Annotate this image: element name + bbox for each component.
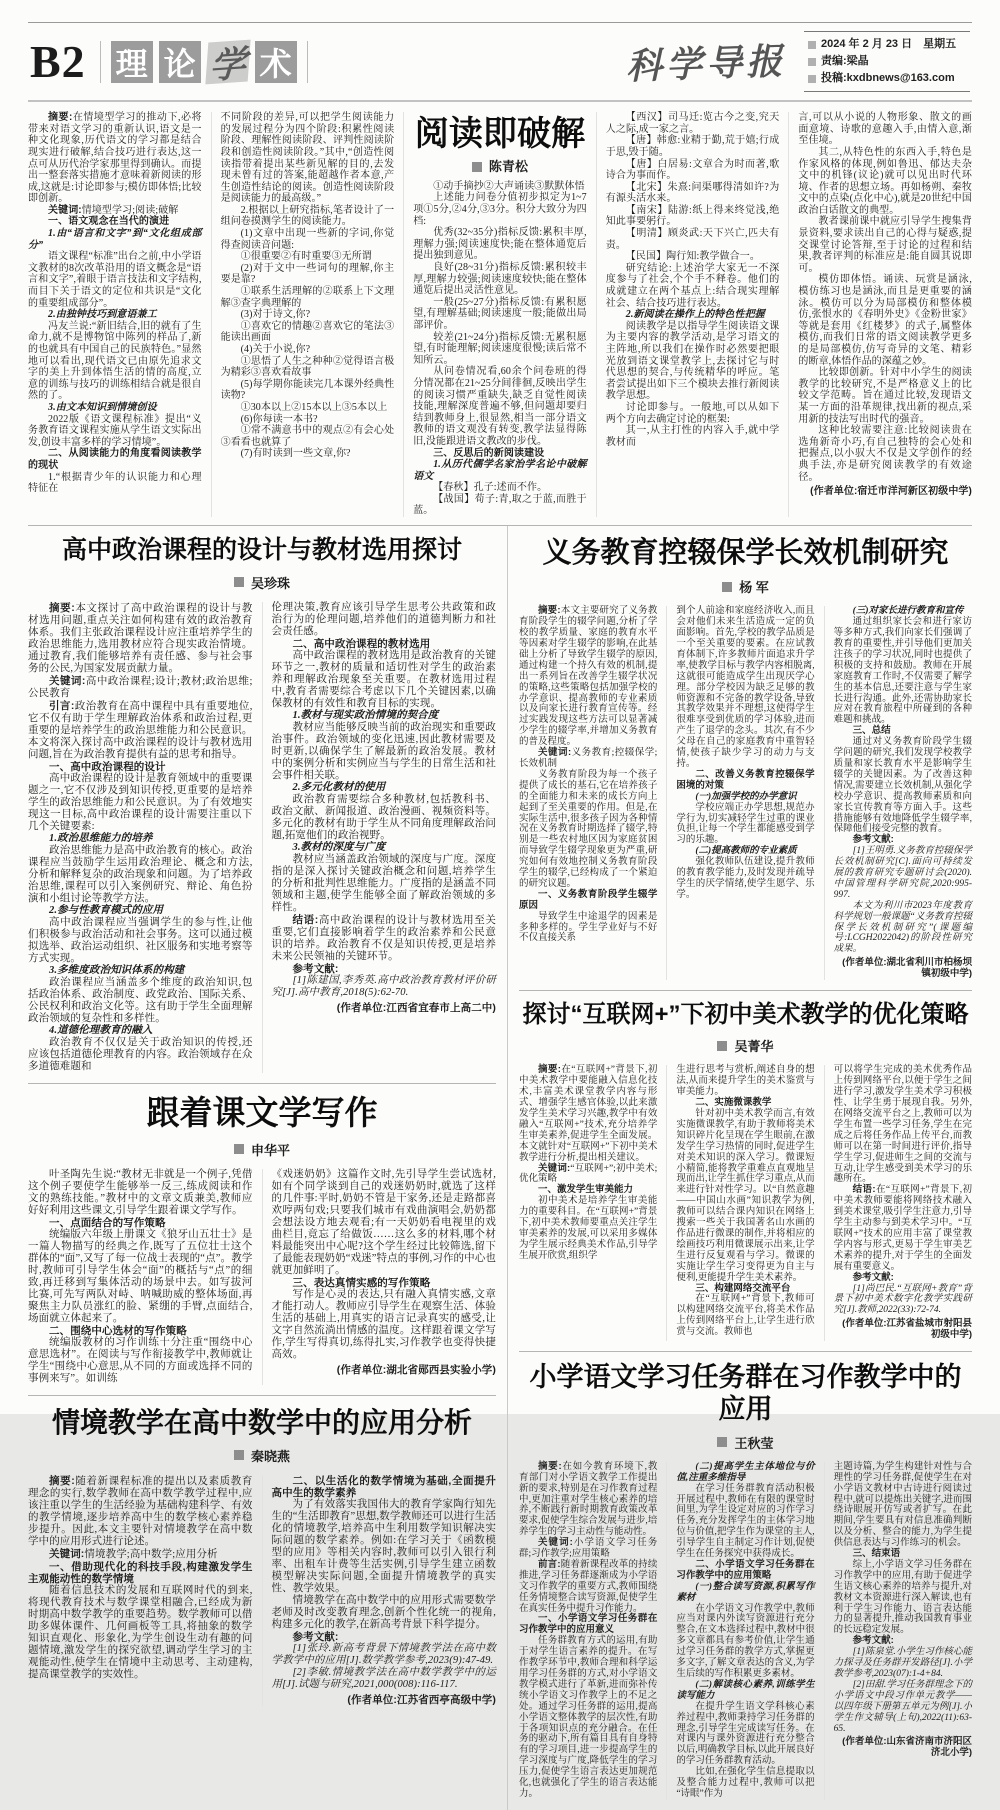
section-heading: 二、围绕中心选材的写作策略 [49,1324,187,1337]
section-heading: 三、构建网络交流平台 [695,1282,791,1294]
paragraph: 政治课程应当涵盖多个维度的政治知识,包括政治体系、政治制度、政党政治、国际关系、公民权利和政治文化等。这有助于学生全面理解政治领域的复杂性和多样性。 [28,976,253,1024]
paragraph: 不同阶段的差异,可以把学生阅读能力的发展过程分为四个阶段:积累性阅读阶段、理解性阅读阶段、评判性阅读阶段和创造性阅读阶段。”其中,“创造性阅读指带着提出某些新见解的目的,去发现未曾有过的答案,能超越作者本意,产生创造性结论的阅读。创造性阅读阶段是阅读能力的最高级。” [220,112,395,205]
paragraph: 比较即创新。针对中小学生的阅读教学的比较研究,不是严格意义上的比较文学范畴。旨在通过比较,发现语文某一方面的沿革规律,找出新的视点,采用新的技法写出时代的强音。 [798,367,972,425]
article-column [28,1475,262,1706]
paragraph: (1)文章中出现一些新的字词,你觉得查阅读音问题: [220,228,395,251]
paragraph-lead-label: 摘要: [538,605,561,617]
article-columns [519,1462,972,1800]
paragraph: 讨论即参与。一般地,可以从如下两个方向去确定讨论的框架: [605,401,780,425]
paragraph-lead-label: 摘要: [49,601,75,614]
paragraph: 【西汉】司马迁:览古今之变,究天人之际,成一家之言。 [605,112,780,135]
section-heading: 参考文献: [852,1271,894,1283]
reference: [1]张玲.新高考背景下情境教学法在高中数学教学中的应用[J].数学教学参考,2023(9):47-49. [271,1642,496,1666]
paragraph: 《戏迷奶奶》这篇作文时,先引导学生尝试选材,如有个同学谈到自己的戏迷奶奶时,就选了这样的几件事:平时,奶奶不管是干家务,还是走路都喜欢哼两句戏;只要我们城市有戏曲演唱会,奶奶都会想法设方地去观看;有一天奶奶看电视里的戏曲栏目,竟忘了给做饭……这么多的材料,哪个材料最能突出中心呢?这个学生经过比较筛选,留下了最能表现奶奶“戏迷”特点的事例,习作的中心也就更加鲜明了。 [271,1168,496,1276]
sub-heading: 1.由“语言和文字”到“文化组成部分” [28,228,202,251]
paragraph-lead-label: 引言: [49,699,75,712]
section-heading: 参考文献: [292,1630,339,1643]
article-columns [519,606,972,980]
sub-heading: 2.多元化教材的使用 [292,781,386,793]
paragraph: 关键词:小学语文学习任务群;习作教学;应用策略 [519,1537,658,1560]
paragraph-lead-label: 关键词: [538,1537,573,1549]
section-heading: 参考文献: [852,834,894,846]
author-name: 吴菁华 [734,1039,774,1055]
paragraph: ①动手摘抄②大声诵读③默默体悟 [433,180,585,192]
paragraph: 摘要:在“互联网+”背景下,初中美术教学中要能融入信息化技术,丰富美术课堂教学内容与形式、增强学生感官体验,以此来激发学生美术学习兴趣,教学中有效融入“互联网+”技术,充分培养学生审美素养,促进学生全面发展。本文就针对“互联网+”下初中美术教学进行分析,提出相关建议。 [519,1064,658,1163]
paragraph: 在小学语文习作教学中,教师应当对课内外读写资源进行充分整合,在文本选择过程中,教材中很多文章都具有参考价值,让学生通过学习任务群的教学方式,掌握更多文字,了解文章表达的含义,为学生后续的写作积累更多素材。 [676,1603,815,1679]
paragraph: 高中政治课程的教材选用是政治教育的关键环节之一,教材的质量和适切性对学生的政治素养和理解政治现象至关重要。在教材选用过程中,教育者需要综合考虑以下几个关键因素,以确保教材的有效性和教育目标的实现。 [271,649,496,709]
paragraph: 关键词:“互联网+”;初中美术;优化策略 [519,1162,658,1185]
paragraph: 到个人前途和家庭经济收入,而且会对他们未来生活造成一定的负面影响。首先,学校的教学品质是一个至关重要的要素。在应试教育体制下,许多教师片面追求升学率,使教学目标与教学内容相脱离,这就很可能造成学生出现厌学心理。部分学校因为缺乏足够的教师资源和不完备的教学设备,导致其教学效果并不理想,这使得学生很难享受到优质的学习体验,进而产生了退学的念头。其次,有不少父母在自己的家庭教育中重智轻情,使孩子缺少学习的动力与支持。 [676,606,815,769]
sub-heading: 3.由文本知识到情境创设 [48,401,157,413]
author-name: 秦晓燕 [250,1448,290,1464]
reference: [2]李敏.情境教学法在高中数学教学中的运用[J].试题与研究,2021,000(008):116-117. [271,1666,496,1690]
paragraph: 言,可以从小说的人物形象、散文的画面意境、诗歌的意趣入手,由情入意,渐至佳境。 [798,112,972,147]
article-column [519,1065,666,1341]
article-title: 阅读即破解 [414,115,586,154]
paragraph-lead-label: 结语: [292,913,319,926]
paragraph: 上述能力问卷分值初步拟定为1~7项①5分,②4分,③3分。积分大致分为四档: [413,192,587,227]
publication-info [804,31,970,92]
paragraph: 【北宋】朱熹:问渠哪得清如许?为有源头活水来。 [605,181,780,205]
masthead-right [626,31,970,92]
author-marker-icon [472,162,482,172]
paragraph: 2022版《语文课程标准》提出“义务教育语文课程实施从学生语文实际出发,创设丰富多样的学习情境”。 [28,413,202,448]
paragraph: 统编版六年级上册课文《狼牙山五壮士》是一篇人物描写的经典之作,既写了五位壮士这个群体的“面”,又写了每一位战士表现的“点”。教学时,教师可引导学生体会“面”的概括与“点”的细致,再迁移到写集体活动的场景中去。如写拔河比赛,可先写两队对峙、呐喊助威的整体场面,再聚焦主力队员涨红的脸、紧绷的手臂,点面结合,场面就立体起来了。 [28,1228,253,1324]
sub-heading: (三)对家长进行教育和宣传 [852,606,964,617]
section-heading: 三、总结 [852,725,891,737]
section-banner [30,35,308,87]
paragraph: 结语:高中政治课程的设计与教材选用至关重要,它们直接影响着学生的政治素养和公民意识的培养。政治教育不仅是知识传授,更是培养未来公民领袖的关键环节。 [271,913,496,962]
article-header [519,1001,972,1055]
article-column [666,1065,823,1341]
paragraph: 关键词:义务教育;控辍保学;长效机制 [519,747,658,769]
masthead-title: 科学导报 [625,40,787,88]
section-heading: 二、从阅读能力的角度看阅读教学的现状 [28,448,202,471]
sub-heading: (二)提高学生主体地位与价值,注重多维指导 [676,1461,815,1483]
byline [519,1433,972,1452]
logo-char-li: 理 [111,41,153,83]
byline [413,161,587,173]
paragraph: 随着信息技术的发展和互联网时代的到来,将现代教育技术与数学课堂相融合,已经成为新时期高中数学教学的重要趋势。数学教师可以借助多媒体课件、几何画板等工具,将抽象的数学知识直观化、形象化,为学生创设生动有趣的问题情境,激发学生的探究欲望,调动学生学习的主观能动性,使学生在情境中主动思考、主动建构,提高课堂教学的实效性。 [28,1584,253,1680]
paragraph: ①很重要②有时重要③无所谓 [240,251,372,263]
paragraph: (5)每学期你能读完几本课外经典性读物? [220,378,395,402]
article-header [519,1362,972,1452]
article-math [28,1395,496,1716]
paragraph: 模仿即体悟。诵读、玩赏是涵泳,模仿练习也是涵泳,而且是更重要的涵泳。模仿可以分为局部模仿和整体模仿,张恨水的《春明外史》《金粉世家》等就是套用《红楼梦》的式子,属整体模仿,而我们日常的语文阅读教学更多的是局部模仿,仿写奇异的文笔、精彩的断章,体悟作品的深蕴之妙。 [798,274,972,367]
article-column [28,602,262,1073]
paragraph: 【南宋】陆游:纸上得来终觉浅,绝知此事要躬行。 [605,204,780,228]
section-heading: 二、高中政治课程的教材选用 [292,637,431,650]
paragraph: 摘要:在如今教育环境下,教育部门对小学语文教学工作提出新的要求,特别是在习作教育过程中,更加注重对学生核心素养的培养,不断践行新时期教育政策改革要求,促使学生综合发展与进步,培养学生的学习主动性与能动性。 [519,1460,658,1538]
author-unit: (作者单位:江苏省盐城市射阳县初级中学) [842,1318,972,1341]
paragraph: 高中政治课程的设计是教育领域中的重要课题之一,它不仅涉及到知识传授,更重要的是培养学生的政治思维能力和公民意识。为了有效地实现这一目标,高中政治课程的设计需要注重以下几个关键要素: [28,772,253,832]
paragraph: 其一,从主打性的内容入手,就中学教材而 [605,425,780,448]
paragraph: ①思悟了人生之种种②觉得语言极为精彩③喜欢看故事 [220,355,395,379]
paragraph: ①常不满意书中的观点②有会心处③看看也就算了 [220,425,395,448]
paragraph: 冯友兰说:“新旧结合,旧的就有了生命力,就不是博物馆中陈列的样品了,新的也就具有中国自己的民族特色。”显然地可以看出,现代语文已由原先追求文字的美上升到体悟生活的情的高度,立意的训练与技巧的训练相结合就是很自然的了。 [28,320,202,402]
sub-heading: 2.参与性教育模式的应用 [49,904,164,916]
paragraph: 高中政治课程应当强调学生的参与性,让他们积极参与政治活动和社会事务。这可以通过模拟选举、政治运动组织、社区服务和实地考察等方式实现。 [28,916,253,964]
sub-heading: (二)提高教师的专业素质 [695,846,797,857]
paragraph-lead-label: 摘要: [48,112,73,124]
sub-heading: 2.新阅读在操作上的特色性把握 [625,309,765,321]
paragraph: 2.根据以上研究指标,笔者设计了一组问卷摸测学生的阅读能力。 [220,204,395,228]
paragraph: 生进行思考与赏析,阐述自身的想法,从而来提升学生的美术鉴赏与审美能力。 [676,1065,815,1098]
article-column [28,1169,262,1385]
article-columns [28,1475,496,1706]
article-column [519,1462,666,1800]
paragraph: 前言:随着新课程改革的持续推进,学习任务群逐渐成为小学语文习作教学的重要方式,教师围绕任务情境整合读写资源,促使学生在真实任务中提升习作能力。 [519,1558,658,1614]
sub-heading: 3.多维度政治知识体系的构建 [49,964,185,976]
article-column [824,606,972,980]
paragraph-lead-label: 摘要: [538,1460,562,1472]
section-heading: 一、点面结合的写作策略 [49,1216,166,1229]
reference: [1]王明勇.义务教育控辍保学长效机制研究[C].面向可持续发展的教育研究专题研讨会(2020).中国管理科学研究院,2020:995-997. [833,846,972,900]
author-unit: (作者单位:湖北省郧西县实验小学) [336,1363,496,1376]
author-marker-icon [722,582,732,592]
article-column [788,112,972,517]
article-dropout [519,526,972,990]
paragraph: (7)有时读到一些文章,你? [240,448,351,460]
article-header [519,536,972,596]
sub-heading: 1.教材与现实政治情境的契合度 [292,709,439,721]
sub-heading: 1.政治思维能力的培养 [49,832,153,844]
article-column [596,112,789,517]
paragraph: 摘要:本文探讨了高中政治课程的设计与教材选用问题,重点关注如何构建有效的政治教育体系。我们主张政治课程设计应注重培养学生的政治思维能力,选用教材应符合现实政治情境。通过教育,我们能够培养有责任感、参与社会事务的公民,为国家发展贡献力量。 [28,601,253,674]
section-heading: 三、反思后的新阅读建设 [433,447,545,459]
article-title: 高中政治课程的设计与教材选用探讨 [61,536,462,565]
paragraph: 较差(21~24分)指标反馈:无累积愿望,有时能理解;阅读速度很慢;读后常不知所云。 [413,331,587,366]
publication-date-row [808,36,966,53]
author-unit: (作者单位:湖北省利川市柏杨坝镇初级中学) [842,957,972,980]
author-name: 申华平 [250,1142,290,1158]
byline [28,1140,496,1159]
article-header [413,114,587,173]
article-column [519,606,666,980]
paragraph: 比如,在强化学生信息提取以及整合能力过程中,教师可以把“诗眼”作为 [676,1767,815,1799]
article-header [28,1406,496,1465]
paragraph: 情境教学在高中数学中的应用形式需要数学老师及时改变教育理念,创新个性化统一的视角,构建多元化的教学,在新高考背景下科学提分。 [271,1594,496,1630]
author-marker-icon [717,1041,727,1051]
bullet-square-icon [808,58,816,66]
paragraph: ①30本以上②15本以上③5本以上 [240,401,388,413]
logo-char-xue: 学 [205,39,250,84]
paragraph: 主题诗篇,为学生构建针对性与合理性的学习任务群,促使学生在对小学语文教材中古诗进行阅读过程中,就可以提炼出关键字,进而围绕诗眼展开仿写或者扩写。在此期间,学生要具有对信息准确判断以及分析、整合的能力,为学生提供信息表达与习作练习的机会。 [833,1461,972,1549]
section-heading: 二、以生活化的数学情境为基础,全面提升高中生的数学素养 [271,1474,496,1499]
left-column-group [28,526,508,1810]
article-columns [28,112,972,517]
sub-heading: (二)解读核心素养,训练学生读写能力 [676,1679,815,1701]
paragraph: 初中美术是培养学生审美能力的重要科目。在“互联网+”背景下,初中美术教师要重点关注学生审美素养的发展,可以采用多媒体为学生展示经典美术作品,引导学生展开欣赏,组织学 [519,1196,658,1261]
page-header [28,22,972,98]
paragraph: 政治思维能力是高中政治教育的核心。政治课程应当鼓励学生运用政治理论、概念和方法,分析和解释复杂的政治现象和问题。为了培养政治思维,课程可以引入案例研究、辩论、角色扮演和小组讨论等教学方法。 [28,844,253,904]
paragraph-lead-label: 关键词: [538,747,572,759]
paragraph: 通过对义务教育阶段学生辍学问题的研究,我们发现学校教学质量和家长教育水平是影响学生辍学的关键因素。为了改善这种情况,需要建立长效机制,从强化学校办学意识、提高教师素质和向家长宣传教育等方面入手。这些措施能够有效地降低学生辍学率,保障他们接受完整的教育。 [833,737,972,835]
article-title: 探讨“互联网+”下初中美术教学的优化策略 [522,1001,969,1029]
paragraph: ①联系生活理解的②联系上下文理解③查字典理解的 [220,286,395,309]
article-column [666,1462,823,1800]
paragraph: (3)对于诗文,你? [240,309,311,321]
byline [519,577,972,596]
reference: 本文为利川市2023年度教育科学规划一般课题“义务教育控辍保学长效机制研究”(课题编号:LCGH2022042)的阶段性研究成果。 [833,900,972,955]
section-heading: 参考文献: [292,962,339,975]
paragraph: 这种比较需要注意:比较阅读贵在选角新奇小巧,有自己独特的会心处和把握点,以小驭大不仅是文学创作的经典手法,亦是研究阅读教学的有效途径。 [798,425,972,483]
paragraph: 关键词:情境型学习;阅读;破解 [48,204,179,216]
article-title: 情境教学在高中数学中的应用分析 [51,1406,472,1438]
article-column [824,1462,972,1800]
paragraph: 良好(28~31分)指标反馈:累积较丰厚,理解力较强;阅读速度较快;能在整体通览后提出灵活性意见。 [413,262,587,297]
article-column [28,112,211,517]
paragraph: 在学习任务群教育活动积极开展过程中,教师在有限的课堂时间里,为学生设定对应的习作学习任务,充分发挥学生的主体学习地位与价值,把学生作为课堂的主人,引导学生自主制定习作计划,促使学生在任务探究中获得成长。 [676,1483,815,1560]
author-marker-icon [234,1144,244,1154]
reference: [1]陈泉堂.小学生习作核心能力探寻及任务群开发路径[J].小学教学参考,2023(07):1-4+84. [833,1647,972,1679]
bullet-square-icon [808,75,816,83]
main-content [28,526,972,1810]
paragraph: 强化教师队伍建设,提升教师的教育教学能力,及时发现并疏导学生的厌学情绪,使学生愿学、乐学。 [676,857,815,900]
paragraph: 引言:政治教育在高中课程中具有重要地位,它不仅有助于学生理解政治体系和政治过程,更重要的是培养学生的政治思维能力和公民意识。本文将深入探讨高中政治课程的设计与教材选用问题,旨在为政治教育提供有益的思考和指导。 [28,699,253,760]
section-code: B2 [30,35,86,87]
author-unit: (作者单位:山东省济南市济阳区济北小学) [842,1736,972,1759]
paragraph: ①喜欢它的情趣②喜欢它的笔法③能读出画面 [220,320,395,344]
paragraph: 摘要:随着新课程标准的提出以及素质教育理念的实行,数学教师在高中数学教学过程中,应该注重以学生的生活经验为基础构建科学、有效的教学情境,逐步培养高中生的数学核心素养稳步提升。因此,本文主要针对情境教学在高中数学中的应用形式进行论述。 [28,1474,253,1547]
editor-name: 责编:梁晶 [821,55,869,68]
paragraph: 研究结论:上述治学大家无一不深度参与了社会,个个手不释卷。他们的成就建立在两个基点上:结合现实理解社会、结合技巧进行表达。 [605,262,780,309]
paragraph-lead-label: 结语: [852,1184,876,1196]
paragraph: 导致学生中途退学的因素是多种多样的。学生学业好与不好不仅直接关系 [519,911,658,944]
article-header [28,536,496,592]
section-heading: 一、高中政治课程的设计 [49,760,166,773]
paragraph: 关键词:高中政治课程;设计;教材;政治思维;公民教育 [28,674,253,699]
paragraph: 学校应端正办学思想,规范办学行为,切实减轻学生过重的课业负担,让每一个学生都能感受到学习的乐趣。 [676,802,815,846]
paragraph-lead-label: 前言: [538,1558,561,1570]
paragraph: 【唐】韩愈:业精于勤,荒于嬉;行成于思,毁于随。 [605,135,780,158]
sub-heading: 4.道德伦理教育的融入 [49,1024,153,1036]
sub-heading: (一)整合读写资源,积累写作素材 [676,1581,815,1603]
article-header [28,1094,496,1159]
paragraph: 通过组织家长会和进行家访等多种方式,我们向家长们强调了教育的重要性,并引导他们更加关注孩子的学习状况,同时也提供了积极的支持和鼓励。教师在开展家庭教育工作时,不仅需要了解学生的基本信息,还要注意与学生家长进行沟通。此外,还需协助家长应对在教育旅程中所碰到的各种难题和挑战。 [833,617,972,726]
bullet-square-icon [808,41,816,49]
paragraph: 【战国】荀子:青,取之于蓝,而胜于蓝。 [413,493,587,517]
paragraph: 叶圣陶先生说:“教材无非就是一个例子,凭借这个例子要使学生能够举一反三,练成阅读和作文的熟练技能。”教材中的文章文质兼美,教师应好好利用这些课文,引导学生跟着课文学写作。 [28,1168,253,1216]
author-marker-icon [717,1437,727,1447]
article-column [262,602,497,1073]
logo-char-lun: 论 [159,41,201,83]
section-heading: 一、义务教育阶段学生辍学原因 [519,888,658,911]
paragraph: 教材应当能够反映当前的政治现实和重要政治事件。政治领域的变化迅速,因此教材需要及时更新,以确保学生了解最新的政治发展。教材中的案例分析和实例应当与学生的日常生活和社会事件相关联。 [271,721,496,781]
paragraph: 在“互联网+”背景下,教师可以构建网络交流平台,将美术作品上传到网络平台上,让学生进行欣赏与交流。教师也 [676,1294,815,1338]
author-name: 吴珍珠 [250,575,290,591]
right-column-group [508,526,972,1810]
sub-heading: 1.从历代儒学名家治学名论中破解语文 [413,459,587,482]
paragraph: (4)关于小说,你? [240,344,311,356]
author-unit: (作者单位:江苏省西亭高级中学) [347,1693,496,1706]
paragraph: 为了有效落实我国伟大的教育学家陶行知先生的“生活即教育”思想,数学教师还可以进行生活化的情境教学,培养高中生利用数学知识解决实际问题的数学素养。例如:在学习关于《函数模型的应用》等相关内容时,教师可以引入银行利率、出租车计费等生活实例,引导学生建立函数模型解决实际问题,全面提升情境教学的真实性、教学效果。 [271,1498,496,1594]
byline [28,573,496,592]
byline [519,1036,972,1055]
section-logo [100,41,308,86]
section-heading: 一、语文观念在当代的演进 [48,216,170,228]
article-column [666,606,823,980]
sub-heading: (一)加强学校的办学意识 [695,791,797,802]
paragraph: 统编版教材的习作训练十分注重“围绕中心意思选材”。在阅读与写作衔接教学中,教师就让学生“围绕中心意思,从不同的方面或选择不同的事例来写”。如训练 [28,1336,253,1384]
article-column [824,1065,972,1341]
section-heading: 二、小学语文学习任务群在习作教学中的应用策略 [676,1558,815,1581]
article-column [262,1475,497,1706]
section-heading: 二、改善义务教育控辍保学困境的对策 [676,768,815,791]
author-marker-icon [234,577,244,587]
paragraph-lead-label: 关键词: [48,204,82,216]
section-heading: 一、小学语文学习任务群在习作教学中的应用意义 [519,1613,658,1636]
section-heading: 一、激发学生审美能力 [538,1184,634,1196]
paragraph: 写作是心灵的表达,只有融入真情实感,文章才能打动人。教师应引导学生在观察生活、体验生活的基础上,用真实的语言记录真实的感受,让文字自然流淌出情感的温度。这样跟着课文学写作,学生写得真切,练得扎实,习作教学也变得快捷高效。 [271,1288,496,1360]
submission-row [808,70,966,87]
author-unit: (作者单位:江西省宜春市上高二中) [336,1001,496,1014]
sub-heading: 2.由独钟技巧到意语兼工 [48,309,157,321]
article-writing [28,1083,496,1395]
paragraph: 政治教育需要综合多种教材,包括教科书、政治文献、新闻报道、政治漫画、视频资料等。多元化的教材有助于学生从不同角度理解政治问题,拓宽他们的政治视野。 [271,793,496,841]
article-column [211,112,404,517]
section-heading: 三、表达真情实感的写作策略 [292,1276,431,1289]
paragraph: 教材应当涵盖政治领域的深度与广度。深度指的是深入探讨关键政治概念和问题,培养学生的分析和批判性思维能力。广度指的是涵盖不同领域和主题,使学生能够全面了解政治领域的多样性。 [271,853,496,913]
paragraph: (6)你每读一本书? [240,413,318,425]
reference: [2]田甜.学习任务群理念下的小学语文中段习作单元教学——以四年级下册第五单元为例[J].小学生作文辅导(上旬),2022(11):63-65. [833,1679,972,1734]
paragraph: 【春秋】孔子:述而不作。 [433,482,548,494]
sub-heading: 3.教材的深度与广度 [292,841,386,853]
paragraph: 可以将学生完成的美术优秀作品上传到网络平台,以便于学生之间进行学习,激发学生美术学习积极性、让学生勇于展现自我。另外,在网络交流平台之上,教师可以为学生布置一些学习任务,学生在完成之后将任务作品上传平台,而教师可以在第一时间进行评价,指导学生学习,促进师生之间的交流与互动,让学生感受到美术学习的乐趣所在。 [833,1065,972,1185]
paragraph: 语文课程“标准”出台之前,中小学语文教材的8次改革沿用的语文概念是“语言和文字”,着眼于语言技法和文字结构,而目下关于语文的定位和共识是“文化的重要组成部分”。 [28,251,202,309]
section-heading: 一、借助现代化的科技手段,构建激发学生主观能动性的数学情境 [28,1560,253,1585]
paragraph: 优秀(32~35分)指标反馈:累积丰厚,理解力强;阅读速度快;能在整体通览后提出独到意见。 [413,227,587,262]
author-marker-icon [234,1450,244,1460]
article-column [262,1169,497,1385]
article-reading [28,102,972,526]
paragraph: 教者课前课中就应引导学生搜集背景资料,要求读出自己的心得与疑惑,提交课堂讨论答辩,至于讨论的过程和结果,教者评判的标准应是:能自圆其说即可。 [798,216,972,274]
logo-char-shu: 术 [255,41,297,83]
article-title: 跟着课文学写作 [146,1093,378,1131]
reference: [1]陈建国,李秀英.高中政治教育教材评价研究[J].高中教育,2018(5):62-70. [271,974,496,998]
paragraph: 一般(25~27分)指标反馈:有累积愿望,有理解基础;阅读速度一般;能做出局部评价。 [413,296,587,331]
paragraph-lead-label: 关键词: [538,1162,571,1174]
paragraph: 【明清】顾炎武:天下兴亡,匹夫有责。 [605,228,780,251]
editor-row [808,53,966,70]
article-title: 义务教育控辍保学长效机制研究 [542,537,949,570]
article-column [403,112,596,517]
section-heading: 三、结束语 [852,1548,901,1560]
author-name: 王秋莹 [734,1435,774,1451]
reference: [1]尚巴民.“互联网+教育”背景下初中美术数字化教学实践研究[J].教师,2022(33):72-74. [833,1283,972,1316]
paragraph: 阅读教学是以指导学生阅读语文课为主要内容的教学活动,是学习语文的主阵地,所以我们在操作时必然要把眼光放到语文课堂教学上,去探讨它与时代思想的契合,与传统精华的呼应。笔者尝试提出如下三个模块去推行新阅读教学思想。 [605,320,780,402]
paragraph: 摘要:本文主要研究了义务教育阶段学生的辍学问题,分析了学校的教学质量、家庭的教育水平等因素对学生辍学的影响,在此基础上分析了导致学生辍学的原因,通过构建一个持久有效的机制,提出一系列旨在改善学生辍学状况的策略,这些策略包括加强学校的办学意识、提高教师的专业素质以及向家长进行教育宣传等。经过实践发现这些方法可以显著减少学生的辍学率,并增加义务教育的普及程度。 [519,605,658,748]
article-columns [28,1169,496,1385]
paragraph: 【唐】白居易:文章合为时而著,歌诗合为事而作。 [605,158,780,182]
publication-date: 2024 年 2 月 23 日 星期五 [821,38,957,50]
author-name: 陈青松 [488,159,529,175]
article-title: 小学语文学习任务群在习作教学中的应用 [529,1362,962,1424]
paragraph: 伦理决策,教育应该引导学生思考公共政策和政治行为的伦理问题,培养他们的道德判断力和社会责任感。 [271,601,496,637]
paragraph: 综上,小学语文学习任务群在习作教学中的应用,有助于促进学生语文核心素养的培养与提升,对教材文本资源进行深入解读,也有利于学生习作能力、语言表达能力的显著提升,推动我国教育事业的长远稳定发展。 [833,1559,972,1636]
paragraph: 任务群教育方式的运用,有助于对学生语言素养的提升。在写作教学环节中,教师合理和科学运用学习任务群的方式,对小学语文教学模式进行了革新,进而弥补传统小学语文习作教学上的不足之处。通过学习任务群的运用,提高小学语文整体教学的层次性,有助于各项知识点的充分融合。在任务的驱动下,所有篇目具有自身特有的学习项目,进一步提高学生的学习深度与广度,降低学生的学习压力,促使学生语言表达更加规范化,也就强化了学生的语言表达能力。 [519,1636,658,1799]
paragraph: 结语:在“互联网+”背景下,初中美术教师要能将网络技术融入到美术课堂,吸引学生注意力,引导学生主动参与到美术学习中。“互联网+”技术的应用丰富了课堂教学内容与形式,更易于学生审美艺术素养的提升,对于学生的全面发展有重要意义。 [833,1184,972,1272]
paragraph: 从问卷情况看,60余个问卷班的得分情况都在21~25分间徘徊,反映出学生的阅读习惯严重缺失,缺乏自觉性阅读技能,理解深度普遍不够,但问题却要归结到教师身上,很显然,相当一部分语文教师的语文观没有转变,教学法显得陈旧,没能跟进语文教改的步伐。 [413,366,587,447]
article-art [519,990,972,1351]
paragraph: 关键词:情境教学;高中数学;应用分析 [49,1547,218,1560]
section-heading: 二、实施微课教学 [695,1097,772,1109]
paragraph: 在提升学生语文学科核心素养过程中,教师秉持学习任务群的理念,引导学生完成读写任务。在对课内与课外资源进行充分整合以后,明确教学目标,以此开展良好的学习任务群教育活动。 [676,1701,815,1767]
paragraph: 针对初中美术教学而言,有效实施微课教学,有助于教师将美术知识碎片化呈现在学生眼前,在激发学生学习热情的同时,促进学生对美术知识的深入学习。微课短小精简,能将教学重难点直观地呈现而出,让学生抓住学习重点,从而来进行针对性学习。以“自然意趣——中国山水画”知识教学为例,教师可以结合课内知识在网络上搜索一些关于我国著名山水画的作品进行微课的制作,并将相应的绘画技巧利用微课展示出来,让学生进行反复观看与学习。微课的实施让学生学习变得更为自主与便利,更能提升学生美术素养。 [676,1109,815,1283]
paragraph: 政治教育不仅仅是关于政治知识的传授,还应该包括道德伦理教育的内容。政治领域存在众多道德难题和 [28,1036,253,1072]
article-politics [28,526,496,1083]
paragraph: 摘要:在情境型学习的推动下,必将带来对语文学习的重新认识,语文是一种文化现象,历代语文的学习都是结合现实进行破解,结合技巧进行表达,这一点可从历代治学家那里得到确认。而提出一整套落实措施才意味着新阅读的形成,这就是:讨论即参与;模仿即体悟;比较即创新。 [28,112,202,205]
paragraph: 1.“根据青少年的认识能力和心理特征在 [28,471,202,495]
paragraph-lead-label: 摘要: [49,1474,75,1487]
paragraph-lead-label: 关键词: [49,674,86,687]
paragraph: 【民国】陶行知:教学做合一。 [625,251,760,263]
byline [28,1446,496,1465]
submission-email: 投稿:kxdbnews@163.com [821,72,955,85]
paragraph: 其二,从特色性的东西入手,特色是作家风格的体现,例如鲁迅、郁达夫杂文中的机锋(议论)就可以见出时代环境、作者的思想立场。再如杨朔、秦牧文中的点染(点化中心),就是20世纪中国政治白话散文的典型。 [798,146,972,216]
paragraph: 义务教育阶段为每一个孩子提供了成长的基石,它在培养孩子的全面能力和未来的成长方向上起到了至关重要的作用。但是,在实际生活中,很多孩子因为各种情况在义务教育时期选择了辍学,特别是一些农村地区因为家庭贫困而导致学生辍学现象更为严重,研究如何有效地控制义务教育阶段学生的辍学,已经构成了一个紧迫的研究议题。 [519,769,658,889]
author-unit: (作者单位:宿迁市洋河新区初级中学) [810,486,972,498]
article-columns [519,1065,972,1341]
article-taskgroup [519,1351,972,1810]
author-name: 杨 军 [739,580,769,596]
paragraph: (2)对于文中一些词句的理解,你主要是靠? [220,262,395,286]
paragraph-lead-label: 摘要: [538,1064,561,1076]
article-columns [28,602,496,1073]
section-heading: 参考文献: [852,1635,894,1647]
paragraph-lead-label: 关键词: [49,1547,85,1560]
